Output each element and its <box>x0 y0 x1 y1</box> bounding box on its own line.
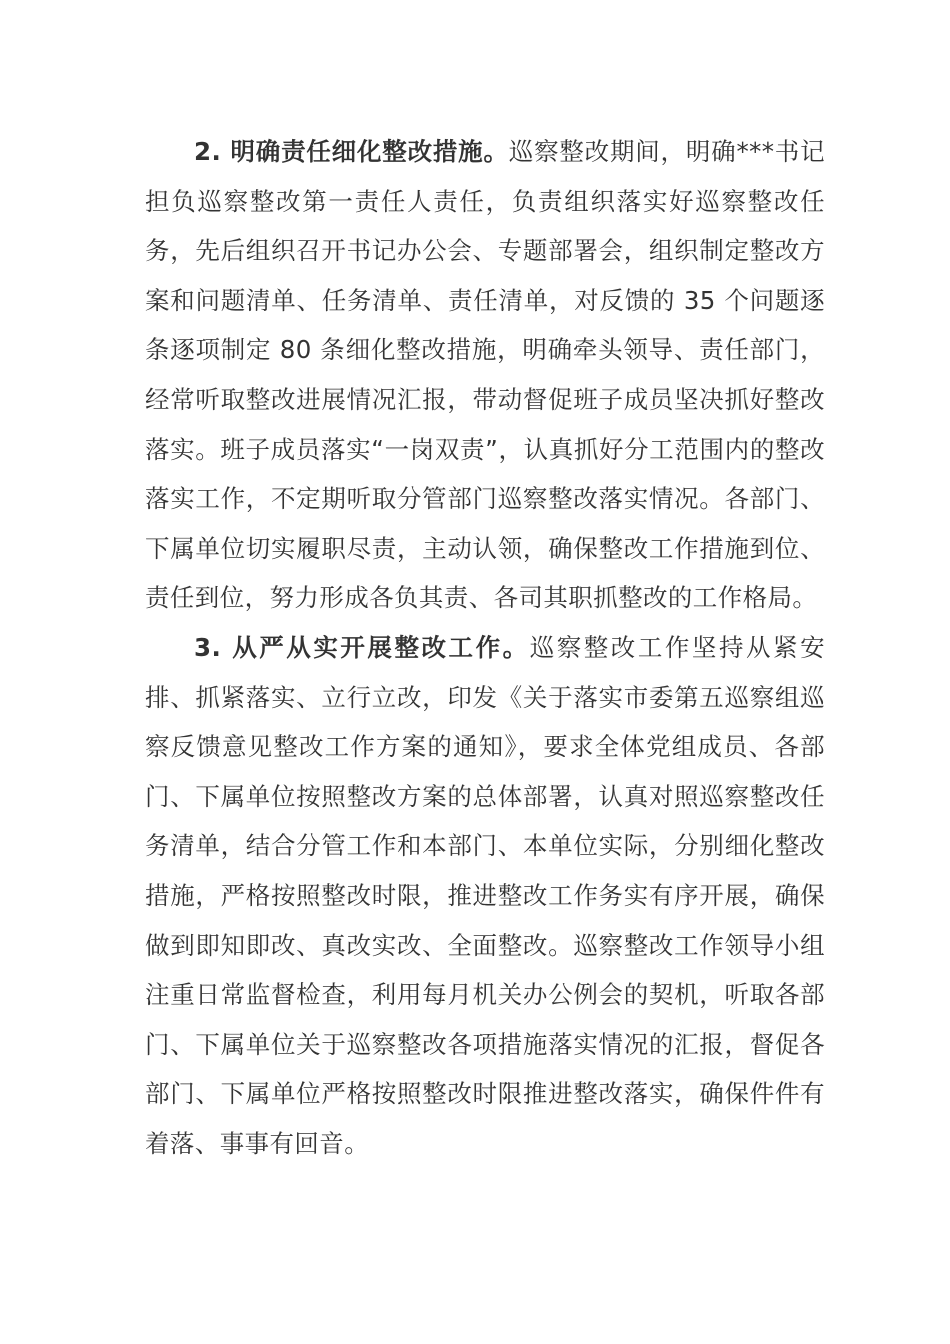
paragraph-heading-responsibility: 2. 明确责任细化整改措施。 <box>194 137 509 166</box>
paragraph-rectification-work <box>145 623 825 1169</box>
paragraph-responsibility <box>145 127 825 623</box>
paragraph-text-rectification-work: 巡察整改工作坚持从紧安排、抓紧落实、立行立改，印发《关于落实市委第五巡察组巡察反馈意见整改工作方案的通知》，要求全体党组成员、各部门、下属单位按照整改方案的总体部署，认真对照巡察整改任务清单，结合分管工作和本部门、本单位实际，分别细化整改措施，严格按照整改时限，推进整改工作务实有序开展，确保做到即知即改、真改实改、全面整改。巡察整改工作领导小组注重日常监督检查，利用每月机关办公例会的契机，听取各部门、下属单位关于巡察整改各项措施落实情况的汇报，督促各部门、下属单位严格按照整改时限推进整改落实，确保件件有着落、事事有回音。 <box>145 632 825 1158</box>
paragraph-text-responsibility: 巡察整改期间，明确***书记担负巡察整改第一责任人责任，负责组织落实好巡察整改任务，先后组织召开书记办公会、专题部署会，组织制定整改方案和问题清单、任务清单、责任清单，对反馈的 35 个问题逐条逐项制定 80 条细化整改措施，明确牵头领导、责任部门，经常听取整改进展情况汇报，带动督促班子成员坚决抓好整改落实。班子成员落实“一岗双责”，认真抓好分工范围内的整改落实工作，不定期听取分管部门巡察整改落实情况。各部门、下属单位切实履职尽责，主动认领，确保整改工作措施到位、责任到位，努力形成各负其责、各司其职抓整改的工作格局。 <box>145 137 825 613</box>
document-body <box>145 127 825 1168</box>
paragraph-heading-rectification-work: 3. 从严从实开展整改工作。 <box>194 632 530 662</box>
